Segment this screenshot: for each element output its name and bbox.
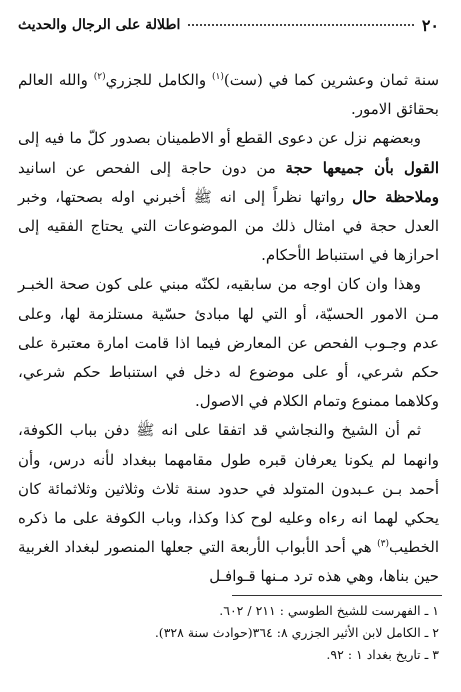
paragraph-4 bbox=[18, 416, 439, 591]
text-run: رواتها نظراً إلى انه ﷺ أخبرني اوله بصحتها، وخبر العدل حجة في امثال ذلك من الموضوعات التي يحتاج الفقيه إلى احرازها في استنباط الأحكام. bbox=[18, 187, 439, 265]
text-run: هي أحد الأبواب الأربعة التي جعلها المنصور لبغداد الغربية حين بناها، وهي هذه ترد مـنها قـوافـل bbox=[18, 538, 439, 586]
running-title: اطلالة على الرجال والحديث bbox=[18, 17, 181, 33]
paragraph-2 bbox=[18, 124, 439, 270]
body-text bbox=[18, 66, 439, 592]
text-run: وهذا وان كان اوجه من سابقيه، لكنّه مبني على كون صحة الخبـر مـن الامور الحسيّة، أو التي لها مبادئ حسّية مستلزمة لها، وعلى عدم وجـوب الفحص عن المعارض فيما اذا قامت امارة معتبرة على حكم شرعي، أو على موضوع له دخل في استنباط حكم شرعي، وكلاهما ممنوع وتمام الكلام في الاصول. bbox=[18, 275, 439, 411]
footnote-marker: (٢) bbox=[93, 72, 106, 82]
bold-phrase: القول بأن جميعها حجة bbox=[285, 158, 439, 177]
text-run: والله العالم بحقائق الامور. bbox=[18, 71, 439, 119]
page-header bbox=[18, 14, 439, 36]
footnote-marker: (٣) bbox=[377, 539, 390, 550]
text-run: وبعضهم نزل عن دعوى القطع أو الاطمينان بصدور كلّ ما فيه إلى bbox=[18, 129, 421, 148]
page-number: ٢٠ bbox=[421, 15, 439, 35]
paragraph-1 bbox=[18, 66, 439, 124]
footnote-3: ٣ ـ تاريخ بغداد ١ : ٩٢. bbox=[326, 647, 439, 662]
footnotes bbox=[18, 600, 439, 666]
footnote-1: ١ ـ الفهرست للشيخ الطوسي : ٢١١ / ٦٠٢. bbox=[219, 603, 439, 618]
footnote-separator bbox=[232, 595, 442, 596]
footnote-marker: (١) bbox=[211, 72, 224, 82]
paragraph-3 bbox=[18, 270, 439, 416]
header-dotted-leader bbox=[188, 24, 413, 26]
bold-phrase: وملاحظة حال bbox=[352, 187, 440, 206]
text-run: ثم أن الشيخ والنجاشي قد اتفقا على انه ﷺ دفن بباب الكوفة، وانهما لم يكونا يعرفان قبره طول مقامهما ببغداد لأنه درس، وأن أحمد بـن عـبدون المتولد في حدود سنة ثلاث وثلاثين وثلاثمائة كان يحكي لهما انه رءاه وعليه لوح كذا وكذا، وباب الكوفة على ما ذكره الخطيب bbox=[18, 421, 439, 557]
text-run: والكامل للجزري bbox=[105, 71, 212, 89]
footnote-2: ٢ ـ الكامل لابن الأثير الجزري ٨: ٣٦٤(حوادث سنة ٣٢٨). bbox=[154, 625, 439, 640]
text-run: سنة ثمان وعشرين كما في (ست) bbox=[223, 71, 440, 89]
text-run: من دون حاجة إلى الفحص عن اسانيد bbox=[18, 158, 286, 177]
